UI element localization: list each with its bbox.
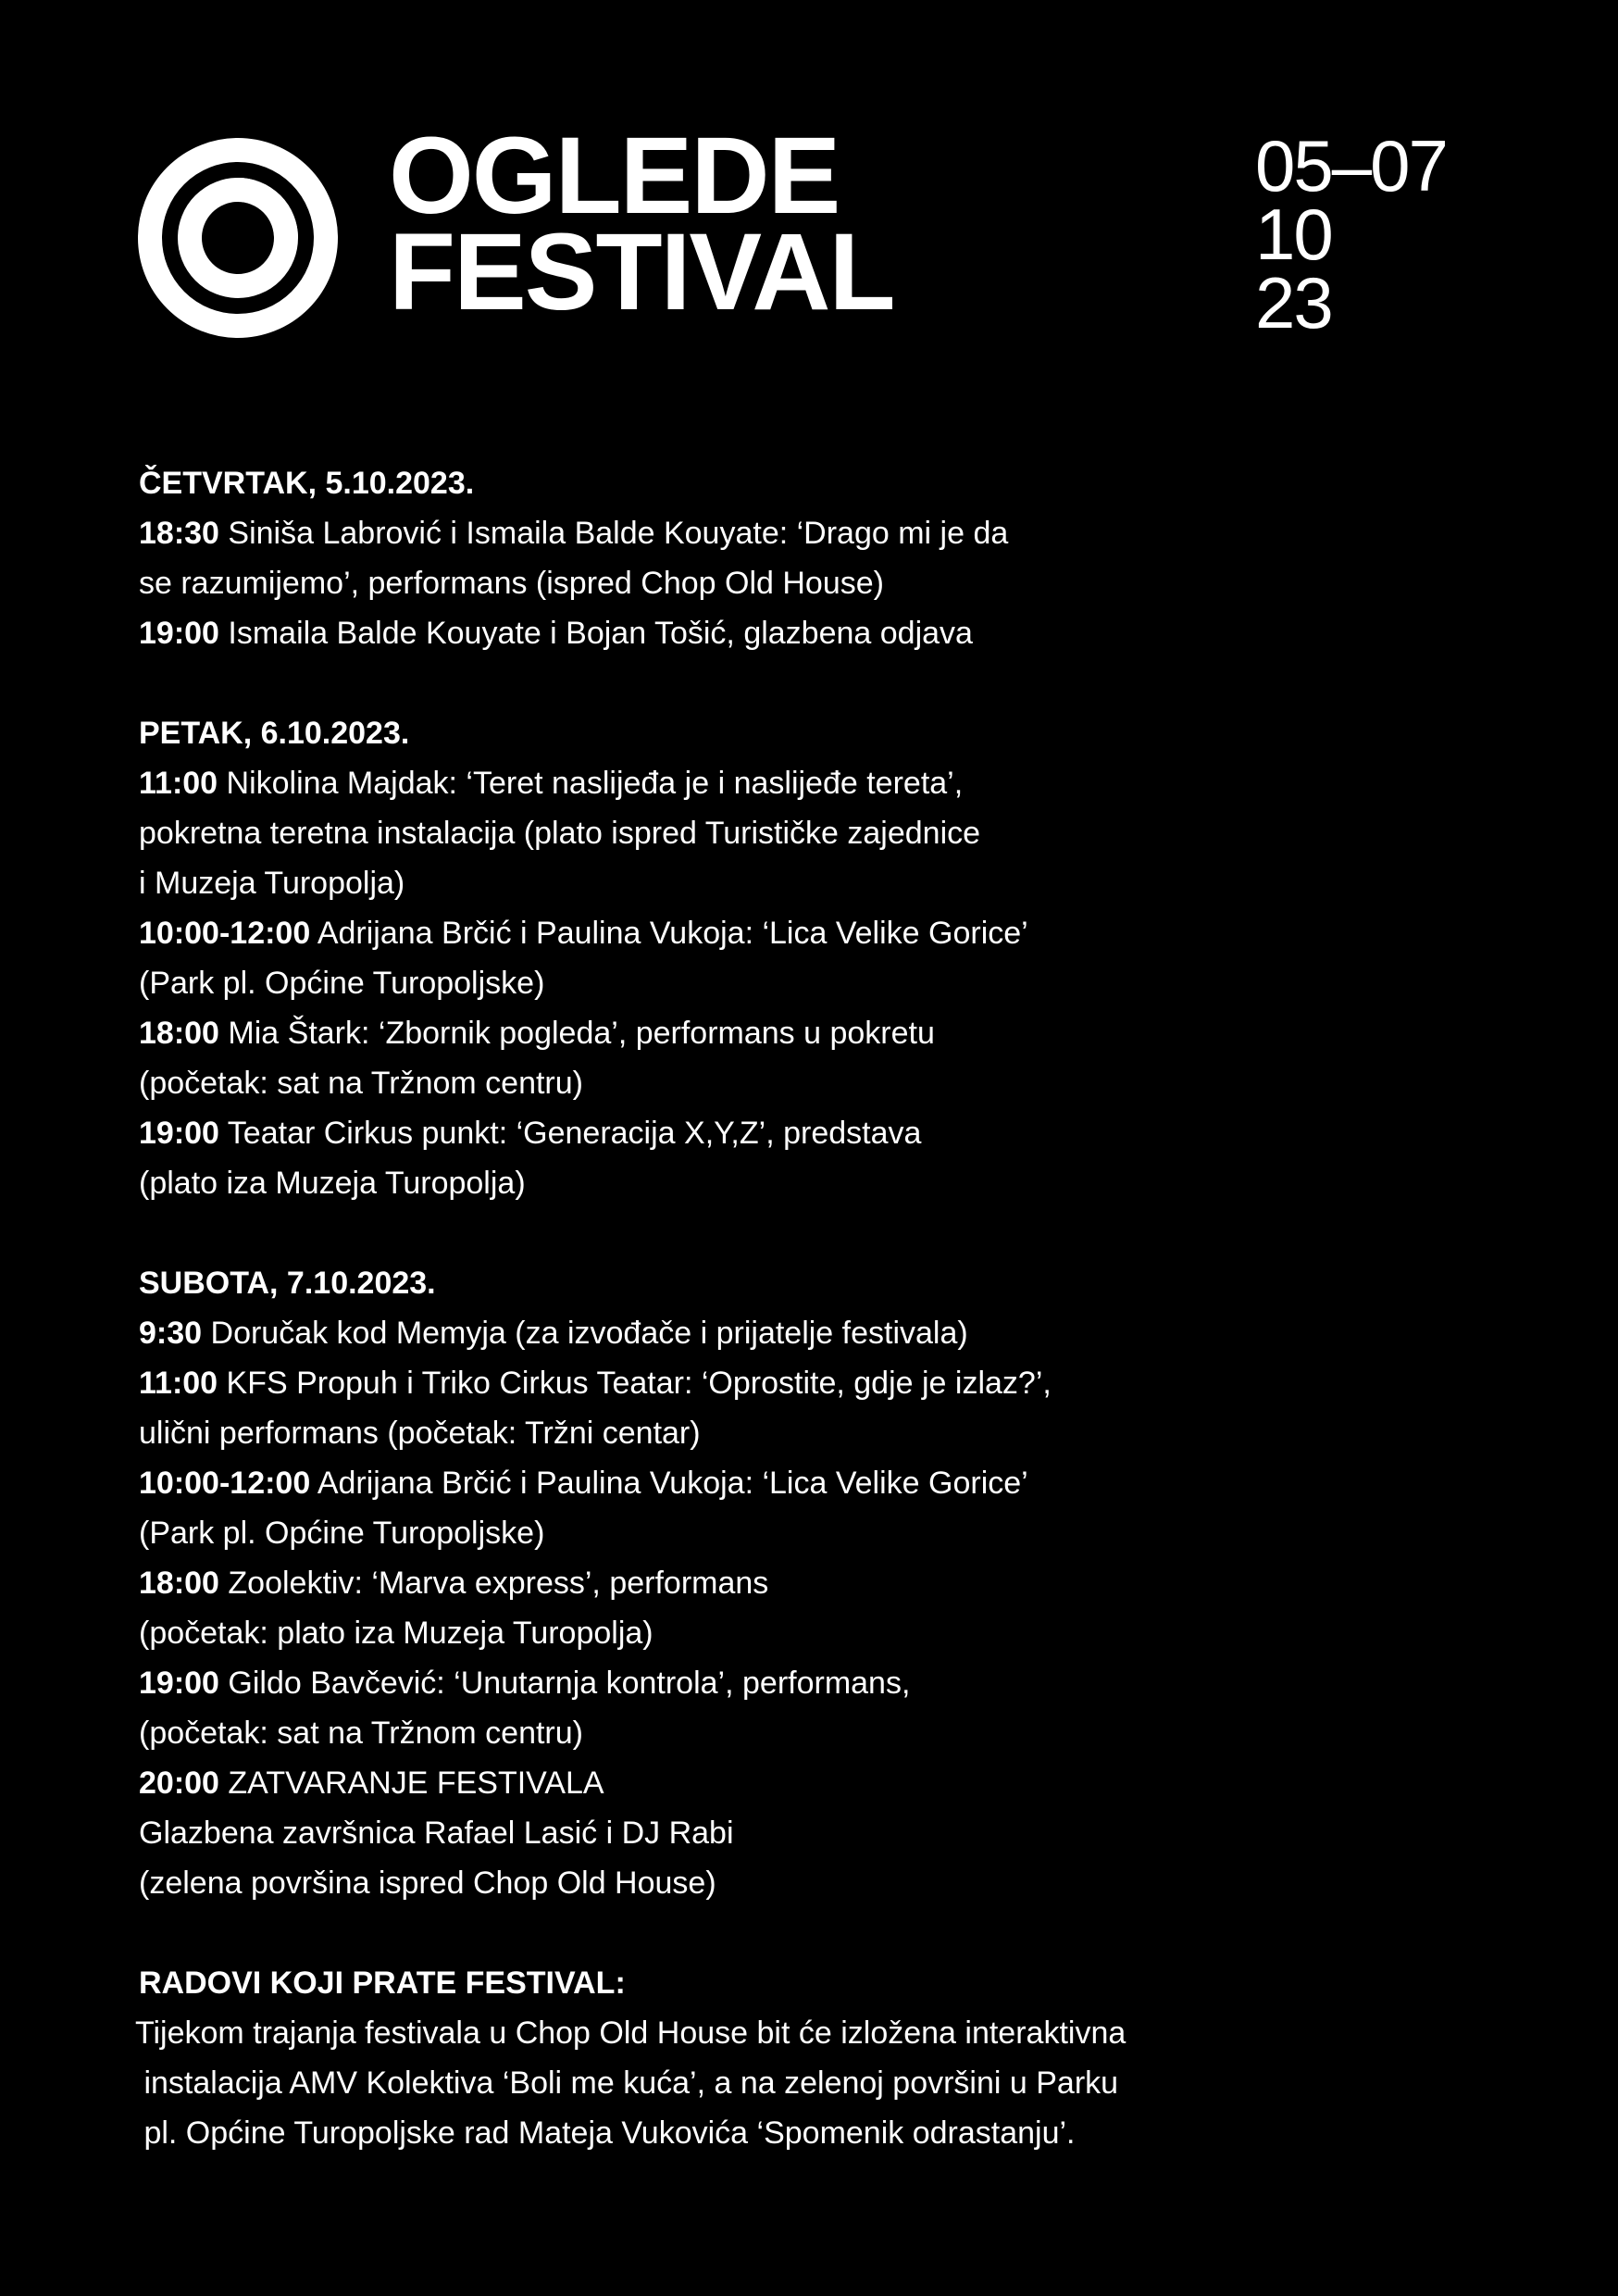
works-title: RADOVI KOJI PRATE FESTIVAL: bbox=[139, 1965, 626, 2001]
event-time: 18:00 bbox=[139, 1016, 219, 1051]
event-time: 11:00 bbox=[139, 1366, 218, 1401]
program-line bbox=[139, 1008, 1342, 1058]
event-text: Adrijana Brčić i Paulina Vukoja: ‘Lica Velike Gorice’ bbox=[310, 1466, 1028, 1501]
event-text: Nikolina Majdak: ‘Teret naslijeđa je i naslijeđe tereta’, bbox=[218, 766, 964, 801]
event-text: se razumijemo’, performans (ispred Chop Old House) bbox=[139, 566, 884, 601]
spiral-logo-icon bbox=[137, 137, 339, 339]
event-time: 11:00 bbox=[139, 766, 218, 801]
event-text: (početak: plato iza Muzeja Turopolja) bbox=[139, 1616, 653, 1651]
event-time: 10:00-12:00 bbox=[139, 1466, 311, 1501]
event-text: ulični performans (početak: Tržni centar) bbox=[139, 1416, 701, 1451]
festival-dates bbox=[1255, 125, 1447, 343]
event-text: (Park pl. Općine Turopoljske) bbox=[139, 1516, 545, 1551]
event-text: (početak: sat na Tržnom centru) bbox=[139, 1716, 583, 1751]
date-days: 05–07 bbox=[1255, 125, 1447, 206]
day-block-thursday bbox=[139, 458, 1342, 658]
date-month: 10 bbox=[1255, 193, 1332, 275]
event-text: Ismaila Balde Kouyate i Bojan Tošić, glazbena odjava bbox=[218, 616, 973, 651]
event-time: 10:00-12:00 bbox=[139, 916, 311, 951]
event-text: (početak: sat na Tržnom centru) bbox=[139, 1066, 583, 1101]
program-line bbox=[139, 908, 1342, 958]
works-line: instalacija AMV Kolektiva ‘Boli me kuća’, a na zelenoj površini u Parku bbox=[135, 2065, 1119, 2101]
day-title: PETAK, 6.10.2023. bbox=[139, 716, 410, 751]
day-title: SUBOTA, 7.10.2023. bbox=[139, 1266, 436, 1301]
program-line bbox=[139, 1408, 1342, 1458]
program-line bbox=[139, 1458, 1342, 1508]
program-line bbox=[139, 1708, 1342, 1758]
program-line bbox=[139, 1508, 1342, 1558]
festival-header bbox=[0, 0, 1618, 370]
program-line bbox=[139, 1658, 1342, 1708]
event-time: 18:00 bbox=[139, 1566, 219, 1601]
event-text: Doručak kod Memyja (za izvođače i prijatelje festivala) bbox=[202, 1316, 968, 1351]
event-text: Adrijana Brčić i Paulina Vukoja: ‘Lica Velike Gorice’ bbox=[310, 916, 1028, 951]
day-title: ČETVRTAK, 5.10.2023. bbox=[139, 466, 475, 501]
event-time: 20:00 bbox=[139, 1766, 219, 1801]
program-line bbox=[139, 1608, 1342, 1658]
event-time: 19:00 bbox=[139, 616, 219, 651]
program-line bbox=[139, 1058, 1342, 1108]
program-line bbox=[139, 1758, 1342, 1808]
event-text: KFS Propuh i Triko Cirkus Teatar: ‘Oprostite, gdje je izlaz?’, bbox=[218, 1366, 1052, 1401]
program-line bbox=[139, 1558, 1342, 1608]
event-text: (Park pl. Općine Turopoljske) bbox=[139, 966, 545, 1001]
festival-wordmark bbox=[389, 115, 894, 333]
program-line bbox=[139, 508, 1342, 558]
event-time: 18:30 bbox=[139, 516, 219, 551]
event-time: 19:00 bbox=[139, 1116, 219, 1151]
event-text: (zelena površina ispred Chop Old House) bbox=[139, 1866, 716, 1901]
accompanying-works bbox=[135, 1958, 1342, 2158]
works-line: pl. Općine Turopoljske rad Mateja Vukovića ‘Spomenik odrastanju’. bbox=[135, 2115, 1076, 2151]
event-text: (plato iza Muzeja Turopolja) bbox=[139, 1166, 526, 1201]
program-line bbox=[139, 608, 1342, 658]
day-block-friday bbox=[139, 708, 1342, 1208]
program-line bbox=[139, 958, 1342, 1008]
event-text: i Muzeja Turopolja) bbox=[139, 866, 405, 901]
event-text: Glazbena završnica Rafael Lasić i DJ Rabi bbox=[139, 1816, 734, 1851]
festival-program bbox=[135, 458, 1342, 2158]
event-text: Mia Štark: ‘Zbornik pogleda’, performans u pokretu bbox=[218, 1016, 935, 1051]
program-line bbox=[139, 1158, 1342, 1208]
program-line bbox=[139, 1858, 1342, 1908]
program-line bbox=[139, 1358, 1342, 1408]
event-text: ZATVARANJE FESTIVALA bbox=[218, 1766, 604, 1801]
day-block-saturday bbox=[139, 1258, 1342, 1908]
program-line bbox=[139, 1108, 1342, 1158]
event-time: 19:00 bbox=[139, 1666, 219, 1701]
program-line bbox=[139, 1308, 1342, 1358]
event-text: pokretna teretna instalacija (plato ispred Turističke zajednice bbox=[139, 816, 981, 851]
event-text: Gildo Bavčević: ‘Unutarnja kontrola’, performans, bbox=[218, 1666, 911, 1701]
date-year: 23 bbox=[1255, 262, 1332, 343]
works-description bbox=[135, 2008, 1342, 2158]
event-text: Teatar Cirkus punkt: ‘Generacija X,Y,Z’, predstava bbox=[218, 1116, 922, 1151]
program-line bbox=[139, 558, 1342, 608]
event-text: Siniša Labrović i Ismaila Balde Kouyate: ‘Drago mi je da bbox=[218, 516, 1009, 551]
wordmark-line-2: FESTIVAL bbox=[389, 211, 894, 333]
event-time: 9:30 bbox=[139, 1316, 203, 1351]
works-line: Tijekom trajanja festivala u Chop Old House bit će izložena interaktivna bbox=[135, 2015, 1126, 2051]
program-line bbox=[139, 1808, 1342, 1858]
program-line bbox=[139, 858, 1342, 908]
program-line bbox=[139, 808, 1342, 858]
event-text: Zoolektiv: ‘Marva express’, performans bbox=[218, 1566, 769, 1601]
program-line bbox=[139, 758, 1342, 808]
wordmark-line-1: OGLEDE bbox=[389, 115, 840, 237]
